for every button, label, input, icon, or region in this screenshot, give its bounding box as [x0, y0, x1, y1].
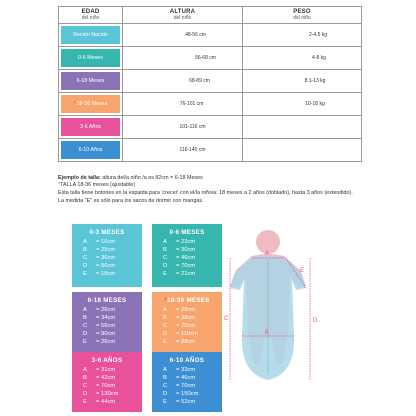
card-row: C = 70cm	[83, 382, 116, 389]
size-card-0-6	[152, 224, 222, 287]
card-row: A = 16cm	[83, 239, 116, 245]
card-title: 0-3 MESES	[89, 229, 125, 236]
table-row	[59, 139, 362, 162]
age-pill: * 18-36 Meses	[61, 95, 120, 113]
card-row: E = 44cm	[83, 398, 116, 405]
card-row: B = 25cm	[83, 246, 116, 253]
weight-cell: 2-4.5 kg	[243, 24, 362, 47]
card-row: D = 56cm	[83, 262, 116, 269]
table-header-row	[59, 7, 362, 24]
age-pill: 3-6 Años	[61, 118, 120, 136]
card-row: E = 52cm	[163, 398, 196, 405]
card-row: E = 28cm	[163, 338, 196, 345]
age-pill: 6-18 Meses	[61, 72, 120, 90]
measure-label-d: D	[313, 318, 318, 324]
weight-cell: 8.1-13 kg	[243, 70, 362, 93]
header-age: EDAD del niño	[59, 7, 123, 24]
card-row: C = 70cm	[163, 382, 196, 389]
card-row: B = 46cm	[163, 374, 196, 381]
card-title: *18-36 MESES	[164, 297, 210, 304]
card-row: D = 150cm	[163, 390, 199, 397]
card-row: E = 21cm	[163, 270, 196, 277]
table-row	[59, 93, 362, 116]
height-cell: 48-56 cm	[123, 24, 243, 47]
height-cell: 68-89 cm	[123, 70, 243, 93]
adjustable-text: Esta talla tiene botones en la espalda para 'crecer' con el/la niño/a: 18 meses a 2 años (doblado), hasta 3 años (extendido).	[58, 189, 353, 196]
height-cell: 116-140 cm	[123, 139, 243, 162]
card-row: A = 31cm	[83, 367, 116, 373]
card-row: E = 18cm	[83, 270, 116, 277]
card-row: D = 70cm	[163, 262, 196, 269]
size-card-3-6	[72, 352, 142, 412]
card-row: D = 90cm	[83, 330, 116, 337]
card-row: E = 26cm	[83, 338, 116, 345]
card-row: A = 29cm	[163, 307, 196, 313]
card-title: 6-10 AÑOS	[169, 357, 205, 364]
table-row	[59, 70, 362, 93]
card-row: C = 70cm	[163, 322, 196, 329]
size-card-0-3	[72, 224, 142, 287]
sleeping-bag-measurement-figure	[222, 224, 322, 394]
card-row: D = 130cm	[83, 390, 119, 397]
table-row	[59, 24, 362, 47]
height-cell: 56-68 cm	[123, 47, 243, 70]
star-mark: *	[73, 101, 76, 107]
card-title: 0-6 MESES	[169, 229, 205, 236]
weight-cell: 10-18 kg	[243, 93, 362, 116]
card-row: C = 46cm	[163, 254, 196, 261]
size-table	[58, 6, 362, 162]
card-row: D = 110cm	[163, 330, 198, 337]
card-row: B = 42cm	[83, 374, 116, 381]
adjustable-heading: *TALLA 18-36 meses (ajustable)	[58, 182, 136, 189]
size-card-18-36	[152, 292, 222, 352]
table-row	[59, 47, 362, 70]
size-card-6-10	[152, 352, 222, 412]
weight-cell	[243, 139, 362, 162]
card-row: A = 26cm	[83, 307, 116, 313]
measure-label-b: B	[265, 330, 270, 336]
age-pill: Recién Nacido	[61, 26, 120, 44]
age-pill: 6-10 Años	[61, 141, 120, 159]
measure-label-e: E	[300, 268, 305, 274]
weight-cell: 4-8 kg	[243, 47, 362, 70]
card-row: B = 34cm	[83, 314, 116, 321]
star-mark: *	[58, 182, 61, 189]
card-row: A = 33cm	[163, 367, 196, 373]
card-row: B = 38cm	[163, 314, 196, 321]
star-mark: *	[164, 297, 168, 304]
size-card-6-18	[72, 292, 142, 352]
age-pill: 0-6 Meses	[61, 49, 120, 67]
weight-cell	[243, 116, 362, 139]
measure-label-a: A	[265, 251, 270, 257]
height-cell: 101-116 cm	[123, 116, 243, 139]
header-weight: PESO del niño	[243, 7, 362, 24]
card-row: A = 23cm	[163, 239, 196, 245]
size-notes	[58, 175, 368, 206]
measure-note: La medida "E" es sólo para los sacos de dormir con mangas.	[58, 198, 204, 205]
card-row: C = 36cm	[83, 254, 116, 261]
card-row: C = 56cm	[83, 322, 116, 329]
height-cell: 76-101 cm	[123, 93, 243, 116]
table-row	[59, 116, 362, 139]
card-row: B = 30cm	[163, 246, 196, 253]
measure-label-c: C	[224, 316, 229, 322]
header-height: ALTURA del niño	[123, 7, 243, 24]
card-title: 3-6 AÑOS	[91, 357, 123, 364]
example-line: Ejemplo de talla: altura del/a niño /a es 82cm = 6-18 Meses	[58, 175, 203, 181]
card-title: 6-18 MESES	[87, 297, 127, 304]
